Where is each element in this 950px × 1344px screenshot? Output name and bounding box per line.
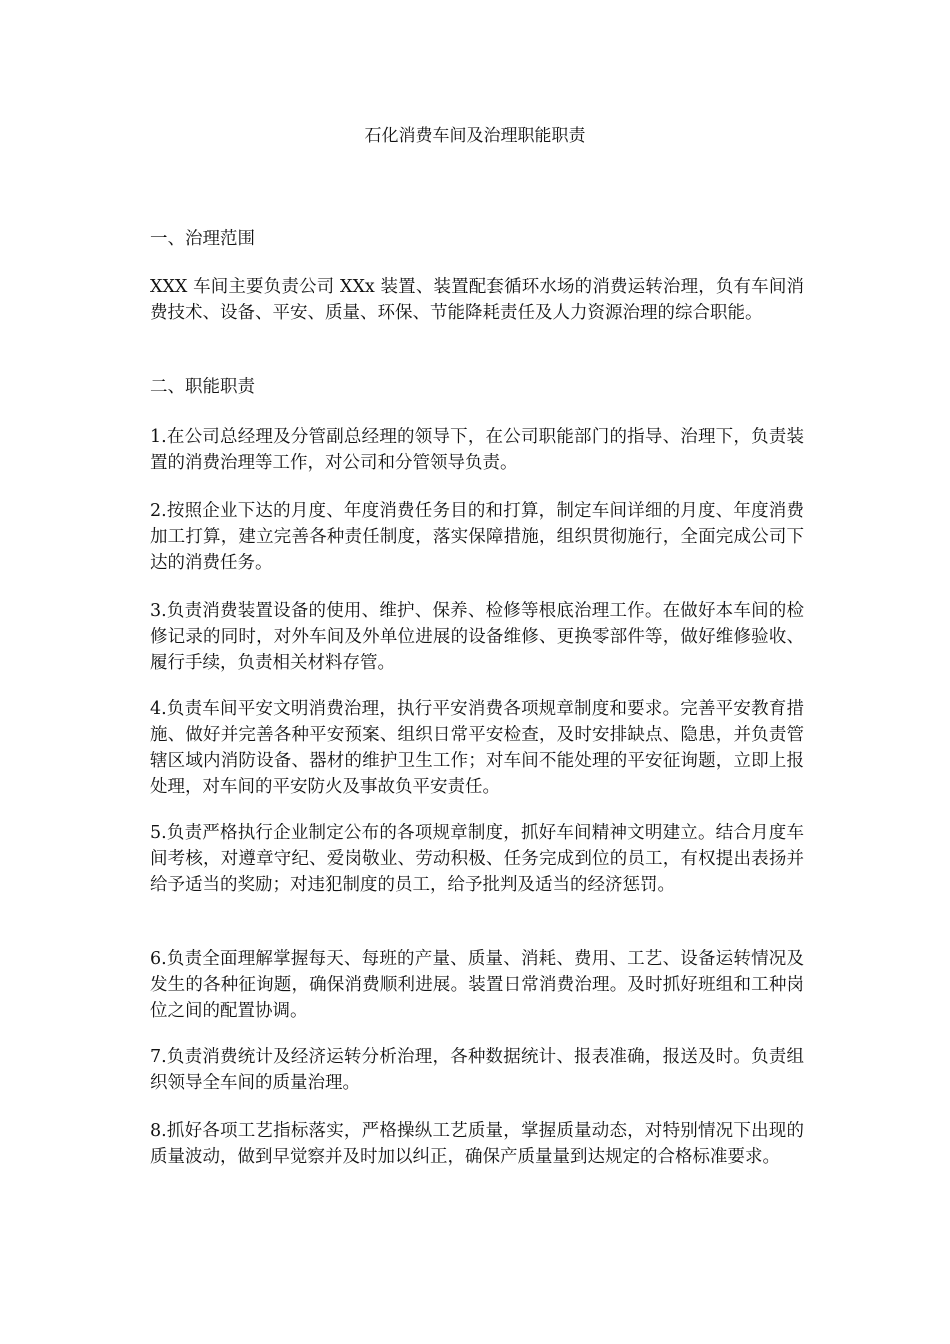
section-heading-duties: 二、职能职责 — [150, 377, 255, 397]
duty-item-4: 4.负责车间平安文明消费治理，执行平安消费各项规章制度和要求。完善平安教育措施、做好并完善各种平安预案、组织日常平安检查，及时安排缺点、隐患，并负责管辖区域内消防设备、器材的维护卫生工作；对车间不能处理的平安征询题，立即上报处理，对车间的平安防火及事故负平安责任。 — [150, 699, 804, 797]
duty-item-3: 3.负责消费装置设备的使用、维护、保养、检修等根底治理工作。在做好本车间的检修记录的同时，对外车间及外单位进展的设备维修、更换零部件等，做好维修验收、履行手续，负责相关材料存管。 — [150, 601, 804, 673]
duty-item-7: 7.负责消费统计及经济运转分析治理，各种数据统计、报表准确，报送及时。负责组织领导全车间的质量治理。 — [150, 1047, 804, 1093]
duty-item-5: 5.负责严格执行企业制定公布的各项规章制度，抓好车间精神文明建立。结合月度车间考核，对遵章守纪、爱岗敬业、劳动积极、任务完成到位的员工，有权提出表扬并给予适当的奖励；对违犯制度的员工，给予批判及适当的经济惩罚。 — [150, 823, 804, 895]
duty-item-8: 8.抓好各项工艺指标落实，严格操纵工艺质量，掌握质量动态，对特别情况下出现的质量波动，做到早觉察并及时加以纠正，确保产质量量到达规定的合格标准要求。 — [150, 1121, 804, 1167]
duty-item-6: 6.负责全面理解掌握每天、每班的产量、质量、消耗、费用、工艺、设备运转情况及发生的各种征询题，确保消费顺利进展。装置日常消费治理。及时抓好班组和工种岗位之间的配置协调。 — [150, 949, 804, 1021]
paragraph-scope: XXX 车间主要负责公司 XXx 装置、装置配套循环水场的消费运转治理，负有车间消费技术、设备、平安、质量、环保、节能降耗责任及人力资源治理的综合职能。 — [150, 277, 804, 323]
duty-item-1: 1.在公司总经理及分管副总经理的领导下，在公司职能部门的指导、治理下，负责装置的消费治理等工作，对公司和分管领导负责。 — [150, 427, 804, 473]
duty-item-2: 2.按照企业下达的月度、年度消费任务目的和打算，制定车间详细的月度、年度消费加工打算，建立完善各种责任制度，落实保障措施，组织贯彻施行，全面完成公司下达的消费任务。 — [150, 501, 804, 573]
document-title: 石化消费车间及治理职能职责 — [364, 126, 586, 146]
section-heading-scope: 一、治理范围 — [150, 229, 255, 249]
